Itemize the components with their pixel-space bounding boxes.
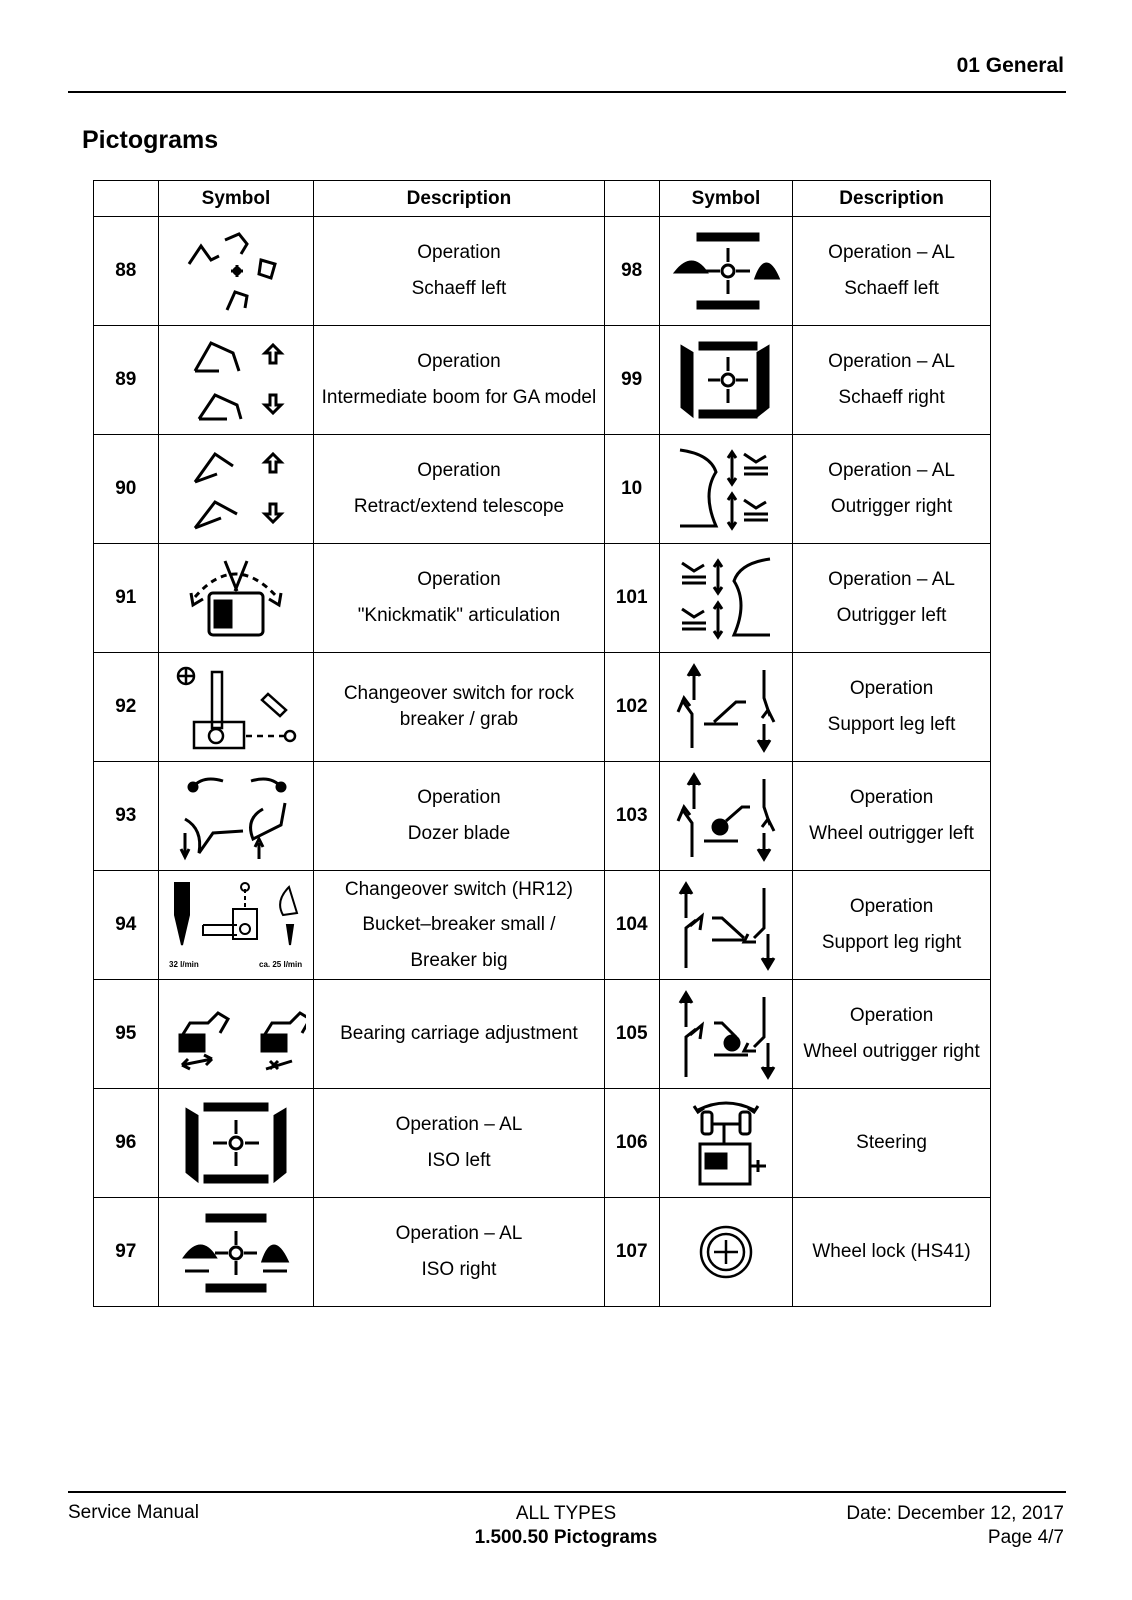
description-line: Operation — [417, 787, 501, 809]
pictogram-number: 101 — [604, 544, 659, 653]
description-line: Schaeff right — [838, 387, 945, 408]
dozer-blade-icon — [171, 769, 301, 864]
table-row — [94, 980, 991, 1089]
description-line: Wheel lock (HS41) — [812, 1241, 971, 1263]
description-line: Changeover switch for rock breaker / grab — [343, 683, 575, 730]
description-line: Bucket–breaker small / — [362, 914, 556, 936]
description-line: "Knickmatik" articulation — [357, 605, 561, 626]
table-row — [94, 1198, 991, 1307]
pictogram-number: 89 — [94, 326, 159, 435]
wheel-lock-icon — [686, 1212, 766, 1292]
description-line: Operation — [417, 460, 501, 482]
pictogram-number: 95 — [94, 980, 159, 1089]
description-line: Outrigger left — [836, 605, 947, 626]
col-header-description-right: Description — [793, 181, 991, 217]
description-line: Schaeff left — [411, 278, 507, 299]
pictogram-number: 107 — [604, 1198, 659, 1307]
description-line: Wheel outrigger right — [803, 1041, 980, 1062]
description-line: Changeover switch (HR12) — [344, 878, 573, 900]
pictogram-number: 106 — [604, 1089, 659, 1198]
description-line: Operation — [849, 678, 934, 700]
description-line: Operation – AL — [828, 351, 955, 373]
table-header-row — [94, 181, 991, 217]
pictogram-number: 93 — [94, 762, 159, 871]
operation-al-schaeff-right-icon — [668, 335, 783, 425]
description-line: Breaker big — [410, 949, 508, 971]
col-header-symbol-right: Symbol — [659, 181, 792, 217]
description-line: Operation — [417, 351, 501, 373]
description-line: Operation — [849, 1005, 934, 1027]
pictogram-number: 97 — [94, 1198, 159, 1307]
flow-label-left: 32 l/min — [168, 960, 199, 969]
description-line: ISO left — [427, 1150, 491, 1171]
section-title: 01 General — [956, 54, 1064, 77]
table-row — [94, 871, 991, 980]
operation-schaeff-left-icon — [181, 226, 291, 316]
outrigger-right-icon — [668, 444, 783, 534]
table-row — [94, 1089, 991, 1198]
description-line: Operation – AL — [828, 569, 955, 591]
pictogram-number: 105 — [604, 980, 659, 1089]
support-leg-left-icon — [668, 660, 783, 755]
col-header-number-right — [604, 181, 659, 217]
description-line: Operation — [417, 569, 501, 591]
pictogram-number: 90 — [94, 435, 159, 544]
knickmatik-icon — [181, 553, 291, 643]
footer-page-number: Page 4/7 — [987, 1527, 1064, 1549]
rock-breaker-switch-icon — [166, 660, 306, 755]
table-row — [94, 435, 991, 544]
pictogram-number: 91 — [94, 544, 159, 653]
description-line: Operation — [417, 242, 501, 264]
table-row — [94, 217, 991, 326]
description-line: Operation — [849, 896, 934, 918]
description-line: Intermediate boom for GA model — [321, 387, 597, 408]
page-title: Pictograms — [82, 126, 219, 154]
description-line: Operation – AL — [395, 1114, 523, 1136]
description-line: Dozer blade — [407, 823, 511, 844]
pictogram-number: 99 — [604, 326, 659, 435]
pictogram-number: 10 — [604, 435, 659, 544]
wheel-outrigger-left-icon — [668, 769, 783, 864]
steering-icon — [668, 1096, 783, 1191]
description-line: Bearing carriage adjustment — [340, 1023, 578, 1045]
pictogram-table — [93, 180, 991, 1307]
description-line: Schaeff left — [844, 278, 939, 299]
table-row — [94, 544, 991, 653]
description-line: Operation – AL — [395, 1223, 523, 1245]
table-row — [94, 326, 991, 435]
pictogram-number: 98 — [604, 217, 659, 326]
col-header-number-left — [94, 181, 159, 217]
footer-date: Date: December 12, 2017 — [846, 1503, 1064, 1524]
footer-manual-name: Service Manual — [68, 1502, 199, 1523]
pictogram-number: 96 — [94, 1089, 159, 1198]
description-line: Steering — [856, 1132, 927, 1154]
footer-document-number: 1.500.50 Pictograms — [474, 1527, 658, 1549]
pictogram-number: 104 — [604, 871, 659, 980]
description-line: Outrigger right — [830, 496, 953, 517]
description-line: Operation – AL — [828, 242, 955, 264]
description-line: ISO right — [421, 1259, 497, 1280]
description-line: Wheel outrigger left — [809, 823, 974, 844]
footer-right — [846, 1502, 1064, 1551]
header-divider — [68, 91, 1066, 93]
footer-types: ALL TYPES — [515, 1503, 617, 1524]
col-header-symbol-left: Symbol — [158, 181, 314, 217]
col-header-description-left: Description — [314, 181, 604, 217]
outrigger-left-icon — [668, 553, 783, 643]
hr12-switch-icon — [163, 877, 309, 973]
support-leg-right-icon — [668, 878, 783, 973]
table-row — [94, 762, 991, 871]
operation-al-iso-right-icon — [171, 1205, 301, 1300]
bearing-carriage-icon — [166, 989, 306, 1079]
description-line: Support leg right — [821, 932, 962, 953]
telescope-icon — [181, 444, 291, 534]
intermediate-boom-icon — [181, 335, 291, 425]
description-line: Retract/extend telescope — [353, 496, 565, 517]
description-line: Operation – AL — [828, 460, 955, 482]
table-row — [94, 653, 991, 762]
operation-al-schaeff-left-icon — [668, 226, 783, 316]
pictogram-number: 102 — [604, 653, 659, 762]
pictogram-number: 94 — [94, 871, 159, 980]
pictogram-number: 92 — [94, 653, 159, 762]
wheel-outrigger-right-icon — [668, 987, 783, 1082]
pictogram-number: 88 — [94, 217, 159, 326]
footer-divider — [68, 1491, 1066, 1493]
description-line: Operation — [849, 787, 934, 809]
flow-label-right: ca. 25 l/min — [258, 960, 303, 969]
pictogram-number: 103 — [604, 762, 659, 871]
operation-al-iso-left-icon — [171, 1096, 301, 1191]
description-line: Support leg left — [827, 714, 956, 735]
